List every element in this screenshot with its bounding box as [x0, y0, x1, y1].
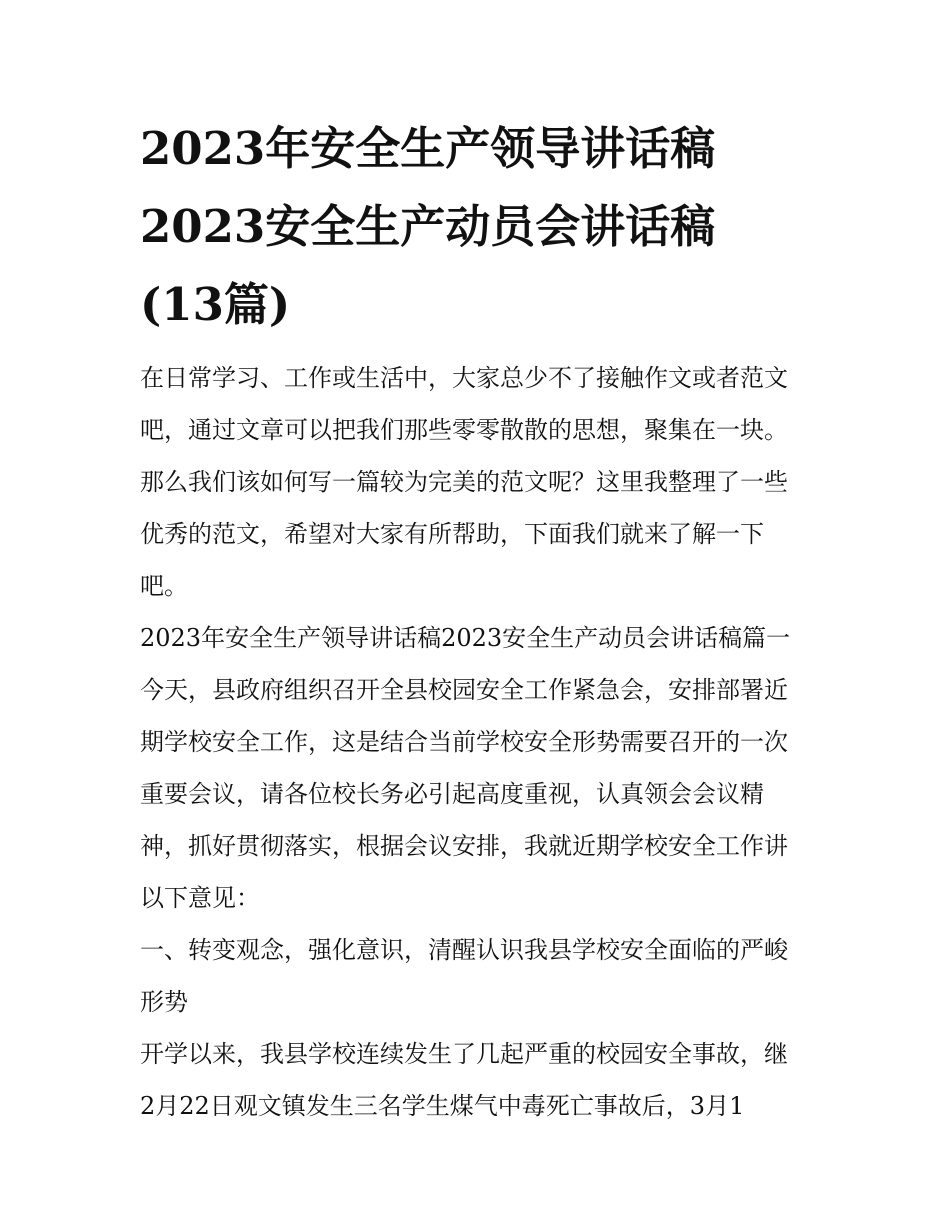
body-line: 那么我们该如何写一篇较为完美的范文呢？这里我整理了一些 — [140, 468, 788, 496]
body-line: 期学校安全工作，这是结合当前学校安全形势需要召开的一次 — [140, 728, 788, 756]
title-line-3: (13篇) — [140, 278, 291, 331]
title-line-1: 2023年安全生产领导讲话稿 — [140, 122, 716, 175]
document-title — [140, 110, 820, 344]
body-line: 2月22日观文镇发生三名学生煤气中毒死亡事故后，3月1 — [140, 1092, 745, 1120]
body-line: 吧，通过文章可以把我们那些零零散散的思想，聚集在一块。 — [140, 416, 788, 444]
subheading-line: 形势 — [140, 988, 188, 1016]
subheading-line: 一、转变观念，强化意识，清醒认识我县学校安全面临的严峻 — [140, 936, 788, 964]
body-line: 优秀的范文，希望对大家有所帮助，下面我们就来了解一下 — [140, 520, 764, 548]
document-body — [140, 352, 820, 1132]
body-line: 重要会议，请各位校长务必引起高度重视，认真领会会议精 — [140, 780, 764, 808]
body-line: 开学以来，我县学校连续发生了几起严重的校园安全事故，继 — [140, 1040, 788, 1068]
title-line-2: 2023安全生产动员会讲话稿 — [140, 200, 716, 253]
body-line: 吧。 — [140, 572, 188, 600]
body-line: 今天，县政府组织召开全县校园安全工作紧急会，安排部署近 — [140, 676, 788, 704]
body-line: 以下意见： — [140, 884, 260, 912]
section-heading-line: 2023年安全生产领导讲话稿2023安全生产动员会讲话稿篇一 — [140, 624, 791, 652]
body-line: 神，抓好贯彻落实，根据会议安排，我就近期学校安全工作讲 — [140, 832, 788, 860]
body-line: 在日常学习、工作或生活中，大家总少不了接触作文或者范文 — [140, 364, 788, 392]
